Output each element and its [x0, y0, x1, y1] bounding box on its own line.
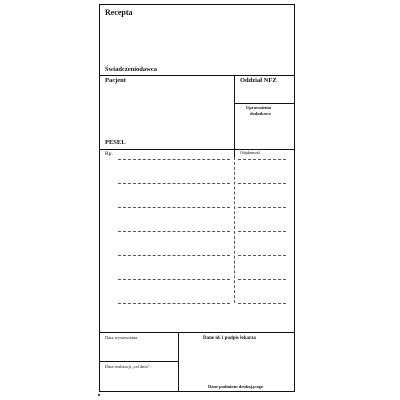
provider-divider: [100, 75, 294, 76]
printer-label: Dane podmiotu drukującego: [208, 384, 264, 389]
prescription-form: [99, 4, 295, 392]
issue-date-label: Data wystawienia: [105, 335, 138, 340]
entitlements-label: Uprawnienia: [246, 105, 272, 110]
payment-line: [238, 255, 286, 256]
rp-label: Rp.: [105, 151, 113, 157]
footer-divider: [178, 332, 179, 391]
payment-line: [238, 231, 286, 232]
issue-date-divider: [100, 361, 178, 362]
rx-line: [118, 231, 230, 232]
print-mark: [98, 394, 100, 396]
payment-divider-dotted: [234, 157, 235, 303]
payment-line: [238, 183, 286, 184]
payment-line: [238, 207, 286, 208]
nfz-label: Oddział NFZ: [240, 77, 277, 84]
rx-line: [118, 303, 230, 304]
provider-label: Świadczeniodawca: [105, 66, 157, 73]
pesel-label: PESEL: [105, 139, 126, 146]
entitlements-label-2: dodatkowe: [250, 111, 272, 116]
form-title: Recepta: [105, 8, 133, 17]
rx-line: [118, 207, 230, 208]
payment-line: [238, 159, 286, 160]
patient-divider: [100, 149, 294, 150]
fulfil-date-label: Data realizacji „od dnia":: [105, 364, 151, 369]
rx-line: [118, 255, 230, 256]
patient-nfz-divider: [234, 75, 235, 149]
patient-label: Pacjent: [105, 77, 126, 84]
rx-line: [118, 279, 230, 280]
payment-divider-top: [234, 149, 235, 157]
rx-line: [118, 183, 230, 184]
rx-line: [118, 159, 230, 160]
nfz-divider: [234, 103, 294, 104]
rx-divider: [100, 332, 294, 333]
payment-line: [238, 303, 286, 304]
doctor-label: Dane id. i podpis lekarza: [203, 336, 256, 341]
payment-line: [238, 279, 286, 280]
payment-label: Odpłatność: [240, 150, 261, 155]
